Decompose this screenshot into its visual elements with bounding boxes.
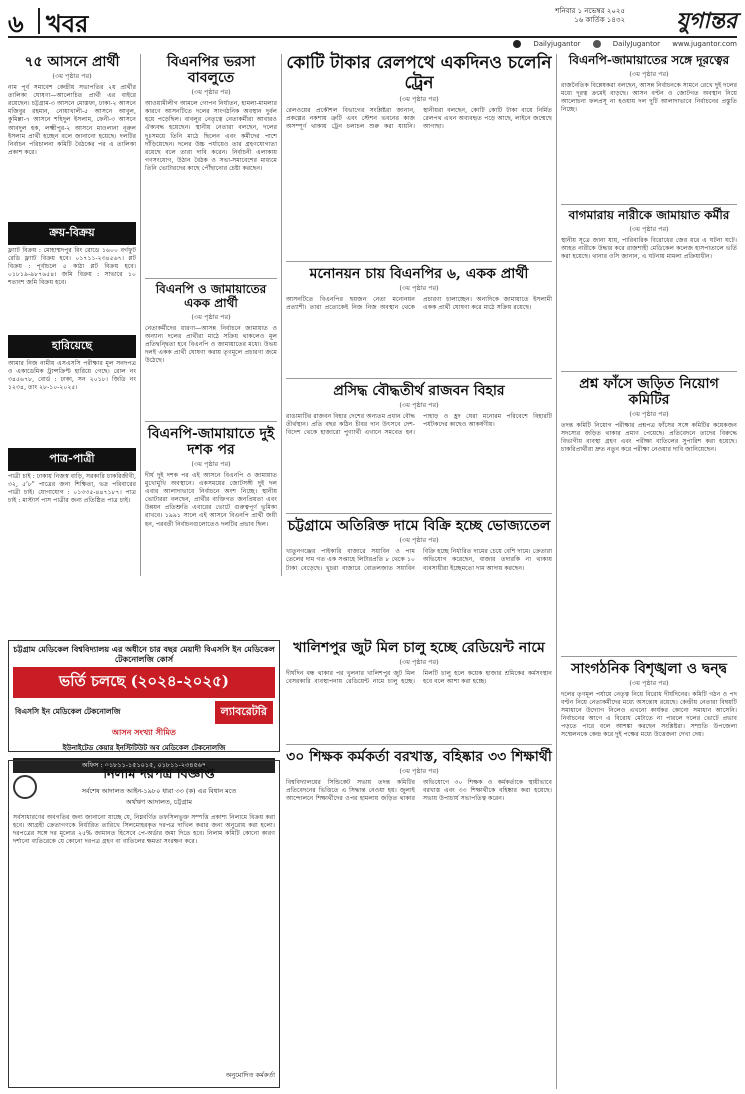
classified-buysell-header: ক্রয়-বিক্রয় — [8, 222, 136, 245]
masthead-divider — [38, 8, 40, 34]
headline-distance[interactable]: বিএনপি-জামায়াতের সঙ্গে দূরত্বের — [568, 53, 730, 67]
continued-note: (৩য় পৃষ্ঠার পর) — [399, 401, 439, 410]
continued-note: (৩য় পৃষ্ঠার পর) — [191, 88, 231, 97]
facebook-icon — [593, 40, 601, 48]
ad-phone: অফিস : ০১৮১১-১৫১০১৫, ০১৮১১-২৩৪৫৬৭ — [13, 758, 275, 773]
auction-title: নিলাম দরপত্র বিজ্ঞপ্তি — [103, 767, 215, 782]
article-body: খাতুনগঞ্জের পাইকারি বাজারে সয়াবিন ও পাম তেলের দাম গত এক সপ্তাহে লিটারপ্রতি ৮ থেকে ১০ টাকা বেড়েছে। খুচরা বাজারে বোতলজাত সয়াবিন বিক্রি হচ্ছে নির্ধারিত দামের চেয়ে বেশি দামে। ক্রেতারা অভিযোগ করেছেন, বাজার তদারকি না থাকায় ব্যবসায়ীরা ইচ্ছেমতো দাম আদায় করছেন। — [286, 548, 552, 572]
emblem-icon — [13, 775, 37, 799]
article-body: তদন্ত কমিটি নিয়োগ পরীক্ষার প্রশ্নপত্র ফাঁসের সঙ্গে কমিটির কয়েকজন সদস্যের জড়িত থাকার প্রমাণ পেয়েছে। প্রতিবেদনে তাদের বিরুদ্ধে বিভাগীয় ব্যবস্থা গ্রহণ এবং পরীক্ষা বাতিলের সুপারিশ করা হয়েছে। চাকরিপ্রার্থীরা দ্রুত নতুন করে পরীক্ষা নেওয়ার দাবি জানিয়েছেন। — [561, 421, 737, 454]
section-rule — [561, 371, 737, 372]
ad-heading: চট্টগ্রাম মেডিকেল বিশ্ববিদ্যালয় এর অধীনে চার বছর মেয়াদী বিএসসি ইন মেডিকেল টেকনোলজি কোর্স — [13, 644, 275, 664]
headline-teachers-dismissed[interactable]: ৩০ শিক্ষক কর্মকর্তা বরখাস্ত, বহিষ্কার ৩৩ শিক্ষার্থী — [286, 749, 552, 766]
auction-notice[interactable] — [8, 760, 280, 1088]
section-rule — [145, 421, 277, 422]
continued-note: (৩য় পৃষ্ঠার পর) — [399, 767, 439, 776]
x-handle[interactable]: Dailyjugantor — [513, 40, 580, 48]
article-body: আওয়ামীলীগ আমলে গোপন নির্যাতন, হামলা-মামলার কারণে আসনটিতে দলের সাংগঠনিক অবস্থান দুর্বল হয়ে পড়েছিল। বাবলুর নেতৃত্বে নেতাকর্মীরা আবারও ঐক্যবদ্ধ হয়েছেন। স্থানীয় নেতারা বলছেন, দলের দুঃসময়ে তিনি মাঠে ছিলেন এবং কর্মীদের পাশে দাঁড়িয়েছেন। দলের উচ্চ পর্যায়েও তার গ্রহণযোগ্যতা রয়েছে বলে তারা দাবি করেন। নির্বাচনী এলাকায় গণসংযোগ, উঠান বৈঠক ও সভা-সমাবেশের মাধ্যমে তিনি ভোটারদের কাছে পৌঁছানোর চেষ্টা করছেন। — [145, 100, 277, 172]
classified-matrimony-body: পাত্রী চাই : ঢাকায় নিজস্ব বাড়ি, সরকারি চাকরিজীবী, ৩২, ৫'৮" পাত্রের জন্য শিক্ষিতা, ভদ্র পরিবারের পাত্রী চাই। যোগাযোগ : ০১৩৩৫-৪৪৭১৮৭। পাত্র চাই : মাস্টার্স পাস পাত্রীর জন্য প্রতিষ্ঠিত পাত্র চাই। — [8, 473, 136, 505]
section-rule — [286, 378, 552, 379]
article-body: স্থানীয় সূত্রে জানা যায়, পারিবারিক বিরোধের জের ধরে এ ঘটনা ঘটে। আহত নারীকে উদ্ধার করে রাজশাহী মেডিকেল কলেজ হাসপাতালে ভর্তি করা হয়েছে। থানার ওসি জানান, এ ঘটনায় মামলা প্রক্রিয়াধীন। — [561, 236, 737, 260]
section-rule — [286, 744, 552, 745]
headline-organizational-conflict[interactable]: সাংগঠনিক বিশৃঙ্খলা ও দ্বন্দ্ব — [571, 660, 727, 677]
newspaper-logo: যুগান্তর — [676, 8, 737, 34]
date-line-1: শনিবার ১ নভেম্বর ২০২৫ — [555, 7, 625, 15]
continued-note: (৩য় পৃষ্ঠার পর) — [191, 312, 231, 321]
headline-75-seats[interactable]: ৭৫ আসনে প্রার্থী — [24, 54, 120, 70]
classified-lost-header: হারিয়েছে — [8, 335, 136, 358]
article-body: রাঙামাটির রাজবন বিহার দেশের অন্যতম প্রধান বৌদ্ধ তীর্থস্থান। প্রতি বছর কঠিন চীবর দান উৎসবে দেশ-বিদেশ থেকে হাজারো পুণ্যার্থী এখানে সমবেত হন। পাহাড় ও হ্রদ ঘেরা মনোরম পরিবেশে বিহারটি পর্যটকদের কাছেও আকর্ষণীয়। — [286, 413, 552, 437]
headline-bnp-jamaat-single[interactable]: বিএনপি ও জামায়াতের একক প্রার্থী — [155, 282, 267, 310]
ad-course: বিএসসি ইন মেডিকেল টেকনোলজি — [15, 706, 121, 716]
column-3 — [286, 54, 552, 634]
headline-two-decades[interactable]: বিএনপি-জামায়াতে দুই দশক পর — [147, 425, 275, 458]
column-rule — [281, 54, 282, 576]
headline-bagmara[interactable]: বাগমারায় নারীকে জামায়াত কর্মীর — [568, 207, 730, 222]
ad-admission-band: ভর্তি চলছে (২০২৪-২০২৫) — [13, 667, 275, 698]
continued-note: (৩য় পৃষ্ঠার পর) — [629, 409, 669, 418]
column-2 — [145, 54, 277, 634]
classified-buysell-body: ফ্ল্যাট বিক্রয় : মোহাম্মদপুর রিং রোডে ১৬০০ বর্গফুট রেডি ফ্ল্যাট বিক্রয় হবে। ০১৭১১-২৩৪৫৬৭। প্লট বিক্রয় : পূর্বাচলে ৫ কাঠা প্লট বিক্রয় হবে। ০১৮১৯-৯৮৭৬৫৪। জমি বিক্রয় : সাভারে ১০ শতাংশ জমি বিক্রয় হবে। — [8, 247, 136, 287]
website-link[interactable]: www.jugantor.com — [672, 40, 737, 48]
classified-matrimony-header: পাত্র-পাত্রী — [8, 448, 136, 471]
continued-note: (৩য় পৃষ্ঠার পর) — [399, 284, 439, 293]
article-body: আসনটিতে বিএনপির ছয়জন নেতা মনোনয়ন প্রত্যাশী। তারা প্রত্যেকেই নিজ নিজ অবস্থান থেকে প্রচারণা চালাচ্ছেন। অন্যদিকে জামায়াতে ইসলামী একক প্রার্থী ঘোষণা করে মাঠে সক্রিয় রয়েছে। — [286, 296, 552, 312]
headline-question-leak[interactable]: প্রশ্ন ফাঁসে জড়িত নিয়োগ কমিটির — [579, 375, 719, 408]
headline-nomination[interactable]: মনোনয়ন চায় বিএনপির ৬, একক প্রার্থী — [309, 266, 529, 283]
section-title: খবর — [46, 9, 89, 38]
auction-court: অর্থঋণ আদালত, চট্টগ্রাম — [126, 798, 192, 806]
auction-signature: অনুমোদিত কর্মকর্তা — [225, 1071, 275, 1079]
continued-note: (৩য় পৃষ্ঠার পর) — [629, 678, 669, 687]
facebook-handle[interactable]: DailyJugantor — [593, 40, 660, 48]
ad-institute: ইউনাইটেড কেয়ার ইনস্টিটিউট অব মেডিকেল টেকনোলজি — [62, 743, 226, 752]
ad-lab-tag: ল্যাবরেটরি — [215, 701, 273, 724]
article-body: নাম পূর্ব সমাবেশ কেন্দ্রীয় সভাপতির ২য় প্রার্থীর তালিকা ঘোষণা—আলোচিত প্রার্থী এর বাইরে রয়েছেন। চট্টগ্রাম-৩ আসনে মোস্তফা, ঢাকা-২ আসনে মজিবুর রহমান, নোয়াখালী-৫ আসনে আবুল, কুমিল্লা-৭ আসনে শহিদুল ইসলাম, ফেনী-৩ আসনে আবদুল হক, লক্ষ্মীপুর-২ আসনে মাওলানা নূরুল ইসলাম প্রার্থী হচ্ছেন বলে জানানো হয়েছে। দলটির নির্বাচন পরিচালনা কমিটি বৈঠকের পর এ তালিকা প্রকাশ করে। — [8, 84, 136, 156]
headline-rajban-vihar[interactable]: প্রসিদ্ধ বৌদ্ধতীর্থ রাজবন বিহার — [333, 383, 505, 400]
section-rule — [145, 278, 277, 279]
column-rule — [556, 54, 557, 1089]
headline-bnp-bablu[interactable]: বিএনপির ভরসা বাবলুতে — [166, 54, 256, 87]
continued-note: (৩য় পৃষ্ঠার পর) — [191, 459, 231, 468]
section-rule — [561, 204, 737, 205]
continued-note: (৩য় পৃষ্ঠার পর) — [399, 658, 439, 667]
date-line-2: ১৬ কার্তিক ১৪৩২ — [574, 16, 625, 24]
lower-stories — [286, 640, 552, 840]
continued-note: (৩য় পৃষ্ঠার পর) — [52, 72, 92, 81]
continued-note: (৩য় পৃষ্ঠার পর) — [399, 95, 439, 104]
article-body: দীর্ঘ দুই দশক পর এই আসনে বিএনপি ও জামায়াত মুখোমুখি অবস্থানে। একসময়ের জোটসঙ্গী দুই দল এবার আলাদাভাবে নির্বাচনে অংশ নিচ্ছে। স্থানীয় ভোটাররা বলছেন, প্রার্থীর ব্যক্তিগত জনপ্রিয়তা এবং উন্নয়ন প্রতিশ্রুতি এবারের ভোটে গুরুত্বপূর্ণ ভূমিকা রাখবে। ১৯৯১ সালে এই আসনে বিএনপি প্রার্থী জয়ী হন, পরবর্তী নির্বাচনগুলোতেও দলটির প্রভাব ছিল। — [145, 471, 277, 528]
ad-seats: আসন সংখ্যা সীমিত — [112, 727, 176, 737]
article-body: বিশ্ববিদ্যালয়ের সিন্ডিকেট সভায় তদন্ত কমিটির প্রতিবেদনের ভিত্তিতে এ সিদ্ধান্ত নেওয়া হয়। জুলাই আন্দোলনে শিক্ষার্থীদের ওপর হামলায় জড়িত থাকার অভিযোগে ৩০ শিক্ষক ও কর্মকর্তাকে স্থায়ীভাবে বরখাস্ত এবং ৩৩ শিক্ষার্থীকে বহিষ্কার করা হয়েছে। সভায় উপাচার্য সভাপতিত্ব করেন। — [286, 779, 552, 803]
article-body: নেতাকর্মীদের ধারণা—আসন্ন নির্বাচনে জামায়াত ও অন্যান্য দলের প্রার্থীরা মাঠে সক্রিয় থাকলেও মূল প্রতিদ্বন্দ্বিতা হবে বিএনপি ও জামায়াতের মধ্যে। উভয় দলই একক প্রার্থী ঘোষণা করায় তৃণমূলে প্রচারণা জমে উঠেছে। — [145, 324, 277, 365]
section-rule — [561, 656, 737, 657]
date-block — [555, 7, 625, 25]
column-1 — [8, 54, 136, 634]
section-rule — [286, 513, 552, 514]
x-icon — [513, 40, 521, 48]
article-body: দলের তৃণমূল পর্যায়ে নেতৃত্ব নিয়ে বিরোধ দীর্ঘদিনের। কমিটি গঠন ও পদ বণ্টন নিয়ে নেতাকর্মীদের মধ্যে অসন্তোষ রয়েছে। কেন্দ্রীয় নেতারা বিষয়টি সমাধানে উদ্যোগ নিলেও এখনো কার্যকর কোনো সমাধান আসেনি। নির্বাচনের আগে এ বিরোধ মেটাতে না পারলে দলের ভোটে প্রভাব পড়তে পারে বলে আশঙ্কা করছেন সংশ্লিষ্টরা। সম্প্রতি উপজেলা সম্মেলনকে কেন্দ্র করে দুই পক্ষের মধ্যে উত্তেজনা দেখা দেয়। — [561, 690, 737, 739]
headline-edible-oil[interactable]: চট্টগ্রামে অতিরিক্ত দামে বিক্রি হচ্ছে ভোজ্যতেল — [287, 518, 551, 535]
article-body: রেলওয়ের প্রকৌশল বিভাগের সংশ্লিষ্টরা জানান, প্রকল্পের নকশায় ত্রুটি এবং স্টেশন ভবনের কাজ অসম্পূর্ণ থাকায় ট্রেন চলাচল শুরু করা যায়নি। স্থানীয়রা বলছেন, কোটি কোটি টাকা ব্যয়ে নির্মিত রেলপথ এখন অব্যবহৃত পড়ে আছে, লাইনে জন্মেছে আগাছা। — [286, 107, 552, 131]
page-number: ৬ — [8, 9, 24, 38]
column-rule — [140, 54, 141, 576]
headline-railway[interactable]: কোটি টাকার রেলপথে একদিনও চলেনি ট্রেন — [286, 53, 552, 93]
headline-jute-mill[interactable]: খালিশপুর জুট মিল চালু হচ্ছে রেডিয়েন্ট নামে — [293, 640, 545, 656]
social-bar — [8, 40, 737, 52]
section-rule — [286, 261, 552, 262]
masthead — [8, 4, 737, 38]
article-body: দীর্ঘদিন বন্ধ থাকার পর খুলনার খালিশপুর জুট মিল বেসরকারি ব্যবস্থাপনায় রেডিয়েন্ট নামে চালু হচ্ছে। মিলটি চালু হলে কয়েক হাজার শ্রমিকের কর্মসংস্থান হবে বলে আশা করা হচ্ছে। — [286, 670, 552, 686]
classified-lost-body: আমার নিজ নামীয় এসএসসি পরীক্ষার মূল সনদপত্র ও একাডেমিক ট্রান্সক্রিপ্ট হারিয়ে গেছে। রোল নং ৩৪৫৬৭৮, বোর্ড : ঢাকা, সন ২০১৮। জিডি নং ১২৩৪, তাং ২৮-১০-২০২৫। — [8, 360, 136, 392]
continued-note: (৩য় পৃষ্ঠার পর) — [399, 536, 439, 545]
column-4 — [561, 54, 737, 1089]
auction-body: সর্বসাধারণের অবগতির জন্য জানানো যাচ্ছে যে, নিম্নবর্ণিত তফসিলভুক্ত সম্পত্তি প্রকাশ্য নিলামে বিক্রয় করা হবে। আগ্রহী ক্রেতাগণকে নির্ধারিত তারিখে সিলমোহরকৃত দরপত্র দাখিল করার জন্য অনুরোধ করা হলো। দরপত্রের সঙ্গে দর মূল্যের ২৫% জামানত হিসেবে পে-অর্ডার জমা দিতে হবে। নিলাম কমিটি কোনো কারণ দর্শানো ব্যতিরেকে যে কোনো দরপত্র গ্রহণ বা বাতিলের ক্ষমতা সংরক্ষণ করে। — [13, 814, 275, 846]
auction-subtitle: সর্বশেষ আদালত আইন-১৯৮০ ধারা ৩৩ (ক) এর বিধান মতে — [81, 787, 237, 795]
article-body: রাজনৈতিক বিশ্লেষকরা বলছেন, আসন্ন নির্বাচনকে সামনে রেখে দুই দলের মধ্যে দূরত্ব ক্রমেই বাড়ছে। আসন বণ্টন ও জোটগত অবস্থান নিয়ে আলোচনা ফলপ্রসূ না হওয়ায় দল দুটি আলাদাভাবে নির্বাচনের প্রস্তুতি নিচ্ছে। — [561, 81, 737, 114]
continued-note: (৩য় পৃষ্ঠার পর) — [629, 224, 669, 233]
admission-advertisement[interactable] — [8, 640, 280, 769]
continued-note: (৩য় পৃষ্ঠার পর) — [629, 69, 669, 78]
